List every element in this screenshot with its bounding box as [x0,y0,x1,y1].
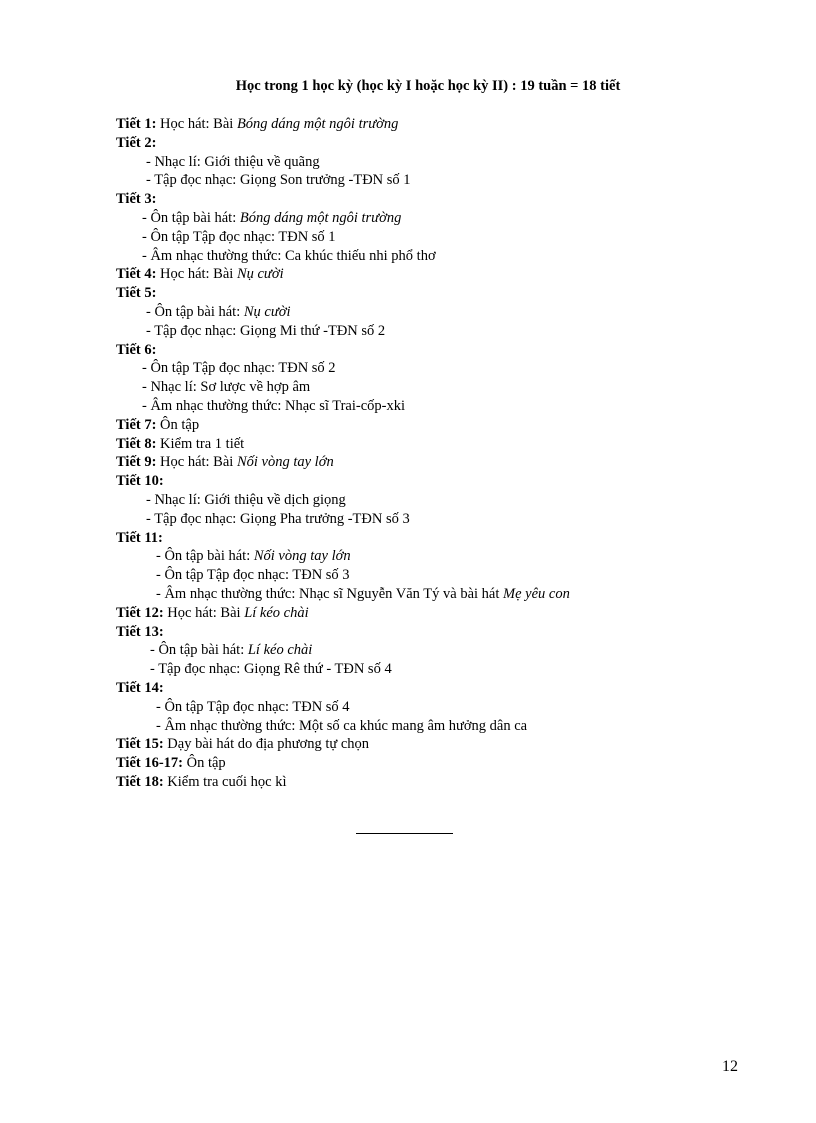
lesson-text: Kiểm tra 1 tiết [156,435,245,452]
song-title: Nối vòng tay lớn [236,454,334,471]
lesson-line [116,190,796,209]
lesson-item [116,566,796,585]
lesson-text: Học hát: Bài [163,604,245,621]
song-title: Lí kéo chài [244,604,309,621]
lesson-line [116,754,796,773]
lesson-item [116,698,796,717]
page-number: 12 [722,1058,738,1075]
lesson-item-text: - Ôn tập bài hát: [142,209,240,226]
song-title: Nụ cười [243,303,291,320]
lesson-item-text: - Nhạc lí: Giới thiệu về dịch giọng [146,491,346,508]
lesson-line [116,284,796,303]
lesson-item-text: - Ôn tập Tập đọc nhạc: TĐN số 2 [142,360,336,377]
lesson-line [116,773,796,792]
lesson-text: Ôn tập [156,416,200,433]
lesson-line [116,453,796,472]
lesson-item-text: - Tập đọc nhạc: Giọng Mi thứ -TĐN số 2 [146,322,386,339]
lesson-item-text: - Ôn tập Tập đọc nhạc: TĐN số 1 [142,228,336,245]
lesson-item-text: - Ôn tập bài hát: [146,303,244,320]
lesson-text: Kiểm tra cuối học kì [163,773,287,790]
lesson-label: Tiết 12: [116,604,164,621]
lesson-label: Tiết 13: [116,623,164,640]
lesson-item [116,378,796,397]
lesson-item-text: - Âm nhạc thường thức: Ca khúc thiếu nhi phổ thơ [142,247,436,264]
horizontal-divider [356,833,453,834]
lesson-line [116,115,796,134]
lesson-line [116,472,796,491]
lesson-text: Dạy bài hát do địa phương tự chọn [163,736,370,753]
lesson-text: Học hát: Bài [156,454,237,471]
lesson-label: Tiết 5: [116,285,157,302]
song-title: Mẹ yêu con [503,585,570,602]
lesson-label: Tiết 2: [116,134,157,151]
song-title: Bóng dáng một ngôi trường [236,116,399,132]
lesson-item [116,228,796,247]
lesson-label: Tiết 15: [116,736,164,753]
lesson-item [116,247,796,266]
lesson-item [116,585,796,604]
page-title: Học trong 1 học kỳ (học kỳ I hoặc học kỳ II) : 19 tuần = 18 tiết [235,78,621,94]
lesson-item-text: - Ôn tập bài hát: [150,642,248,659]
lesson-line [116,134,796,153]
lesson-item [116,171,796,190]
lesson-label: Tiết 7: [116,416,157,433]
song-title: Bóng dáng một ngôi trường [239,209,402,226]
lesson-text: Ôn tập [183,755,226,772]
lesson-label: Tiết 10: [116,473,164,490]
lesson-label: Tiết 6: [116,341,157,358]
lesson-item [116,303,796,322]
song-title: Nối vòng tay lớn [253,548,351,565]
lesson-item [116,322,796,341]
lesson-item-text: - Ôn tập bài hát: [156,548,254,565]
lesson-item-text: - Âm nhạc thường thức: Nhạc sĩ Trai-cốp-xki [142,397,405,414]
lesson-line [116,623,796,642]
lesson-item-text: - Nhạc lí: Sơ lược về hợp âm [142,379,311,396]
lesson-line [116,341,796,360]
lesson-label: Tiết 9: [116,454,157,471]
lesson-line [116,529,796,548]
lesson-line [116,435,796,454]
lesson-label: Tiết 11: [116,529,163,546]
lesson-item [116,397,796,416]
lesson-label: Tiết 1: [116,116,157,132]
lesson-line [116,679,796,698]
lesson-label: Tiết 14: [116,679,164,696]
lesson-item [116,491,796,510]
lesson-item [116,717,796,736]
lesson-text: Học hát: Bài [156,266,237,283]
lesson-item [116,641,796,660]
lesson-item-text: - Tập đọc nhạc: Giọng Rê thứ - TĐN số 4 [150,661,392,678]
song-title: Nụ cười [236,266,284,283]
lesson-label: Tiết 4: [116,266,157,283]
lesson-item [116,209,796,228]
lesson-item [116,153,796,172]
lesson-label: Tiết 8: [116,435,157,452]
song-title: Lí kéo chài [247,642,313,659]
lesson-item [116,359,796,378]
lesson-line [116,416,796,435]
lesson-item [116,547,796,566]
lesson-item-text: - Tập đọc nhạc: Giọng Pha trưởng -TĐN số 3 [146,510,410,527]
lesson-label: Tiết 18: [116,773,164,790]
lesson-item-text: - Ôn tập Tập đọc nhạc: TĐN số 4 [156,698,350,715]
lesson-item [116,660,796,679]
lesson-plan-list [116,115,796,792]
lesson-label: Tiết 3: [116,191,157,208]
lesson-item [116,510,796,529]
lesson-label: Tiết 16-17: [116,755,183,772]
lesson-item-text: - Tập đọc nhạc: Giọng Son trưởng -TĐN số 1 [146,172,411,189]
lesson-text: Học hát: Bài [156,116,237,132]
lesson-item-text: - Âm nhạc thường thức: Nhạc sĩ Nguyễn Văn Tý và bài hát [156,585,504,602]
lesson-line [116,604,796,623]
lesson-line [116,735,796,754]
lesson-line [116,265,796,284]
lesson-item-text: - Nhạc lí: Giới thiệu về quãng [146,153,320,170]
lesson-item-text: - Ôn tập Tập đọc nhạc: TĐN số 3 [156,567,350,584]
lesson-item-text: - Âm nhạc thường thức: Một số ca khúc mang âm hưởng dân ca [156,717,528,734]
